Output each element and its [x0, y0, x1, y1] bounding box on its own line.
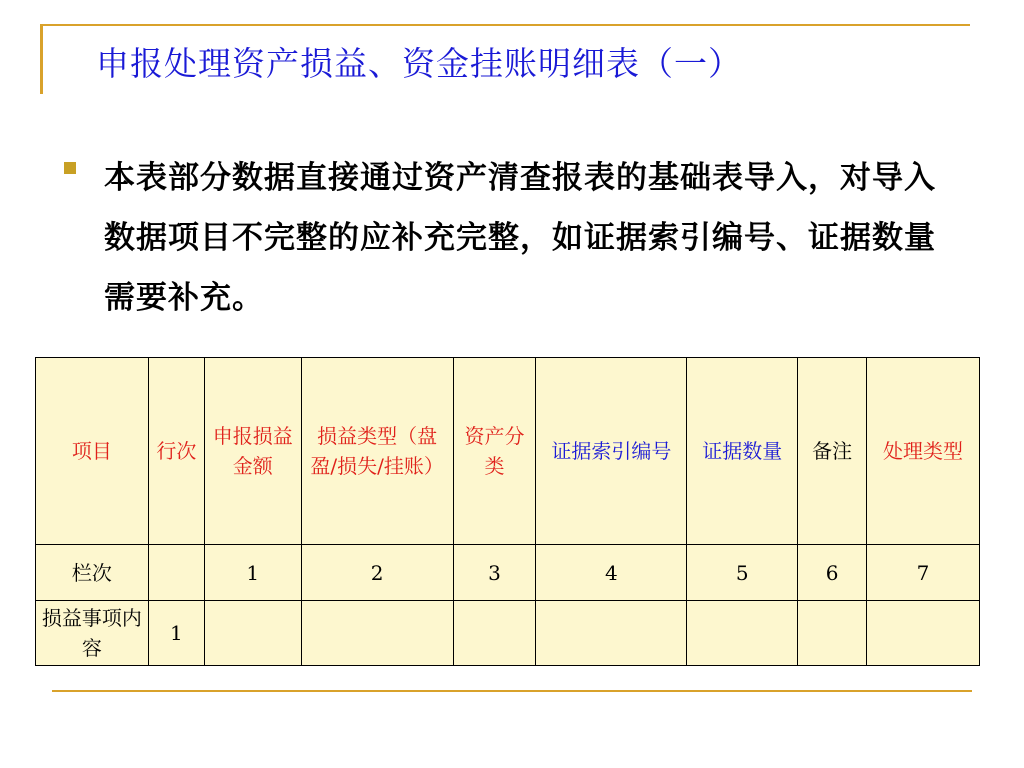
header-cell-asset-class: 资产分类 — [453, 358, 536, 545]
header-cell-processing-type: 处理类型 — [867, 358, 980, 545]
table-cell: 3 — [453, 545, 536, 601]
table-cell: 4 — [536, 545, 687, 601]
table-cell — [453, 601, 536, 666]
header-cell-item: 项目 — [36, 358, 149, 545]
header-cell-remarks: 备注 — [798, 358, 867, 545]
slide-title: 申报处理资产损益、资金挂账明细表（一） — [96, 44, 742, 83]
table-cell: 7 — [867, 545, 980, 601]
table-cell: 损益事项内容 — [36, 601, 149, 666]
bullet-block — [64, 148, 964, 328]
header-cell-declared-amount: 申报损益金额 — [204, 358, 301, 545]
header-cell-line-no: 行次 — [148, 358, 204, 545]
detail-table — [35, 357, 980, 666]
table-row-item — [36, 601, 980, 666]
table-cell — [204, 601, 301, 666]
header-cell-gain-loss-type: 损益类型（盘盈/损失/挂账） — [301, 358, 453, 545]
footer-accent-rule — [52, 690, 972, 692]
bullet-text: 本表部分数据直接通过资产清查报表的基础表导入，对导入数据项目不完整的应补充完整，如证据索引编号、证据数量需要补充。 — [104, 160, 936, 316]
table-cell — [798, 601, 867, 666]
table-cell: 6 — [798, 545, 867, 601]
table-cell: 栏次 — [36, 545, 149, 601]
table-cell: 1 — [148, 601, 204, 666]
title-accent-horizontal-rule — [40, 24, 970, 26]
table-cell — [148, 545, 204, 601]
table-cell: 1 — [204, 545, 301, 601]
title-accent-vertical-rule — [40, 24, 43, 94]
table-header-row — [36, 358, 980, 545]
table-cell — [536, 601, 687, 666]
header-cell-evidence-count: 证据数量 — [687, 358, 798, 545]
table-cell — [687, 601, 798, 666]
table-cell: 2 — [301, 545, 453, 601]
header-cell-evidence-index: 证据索引编号 — [536, 358, 687, 545]
table-row-column-numbers — [36, 545, 980, 601]
table-cell — [867, 601, 980, 666]
bullet-square-icon — [64, 162, 76, 174]
table-cell: 5 — [687, 545, 798, 601]
table-cell — [301, 601, 453, 666]
